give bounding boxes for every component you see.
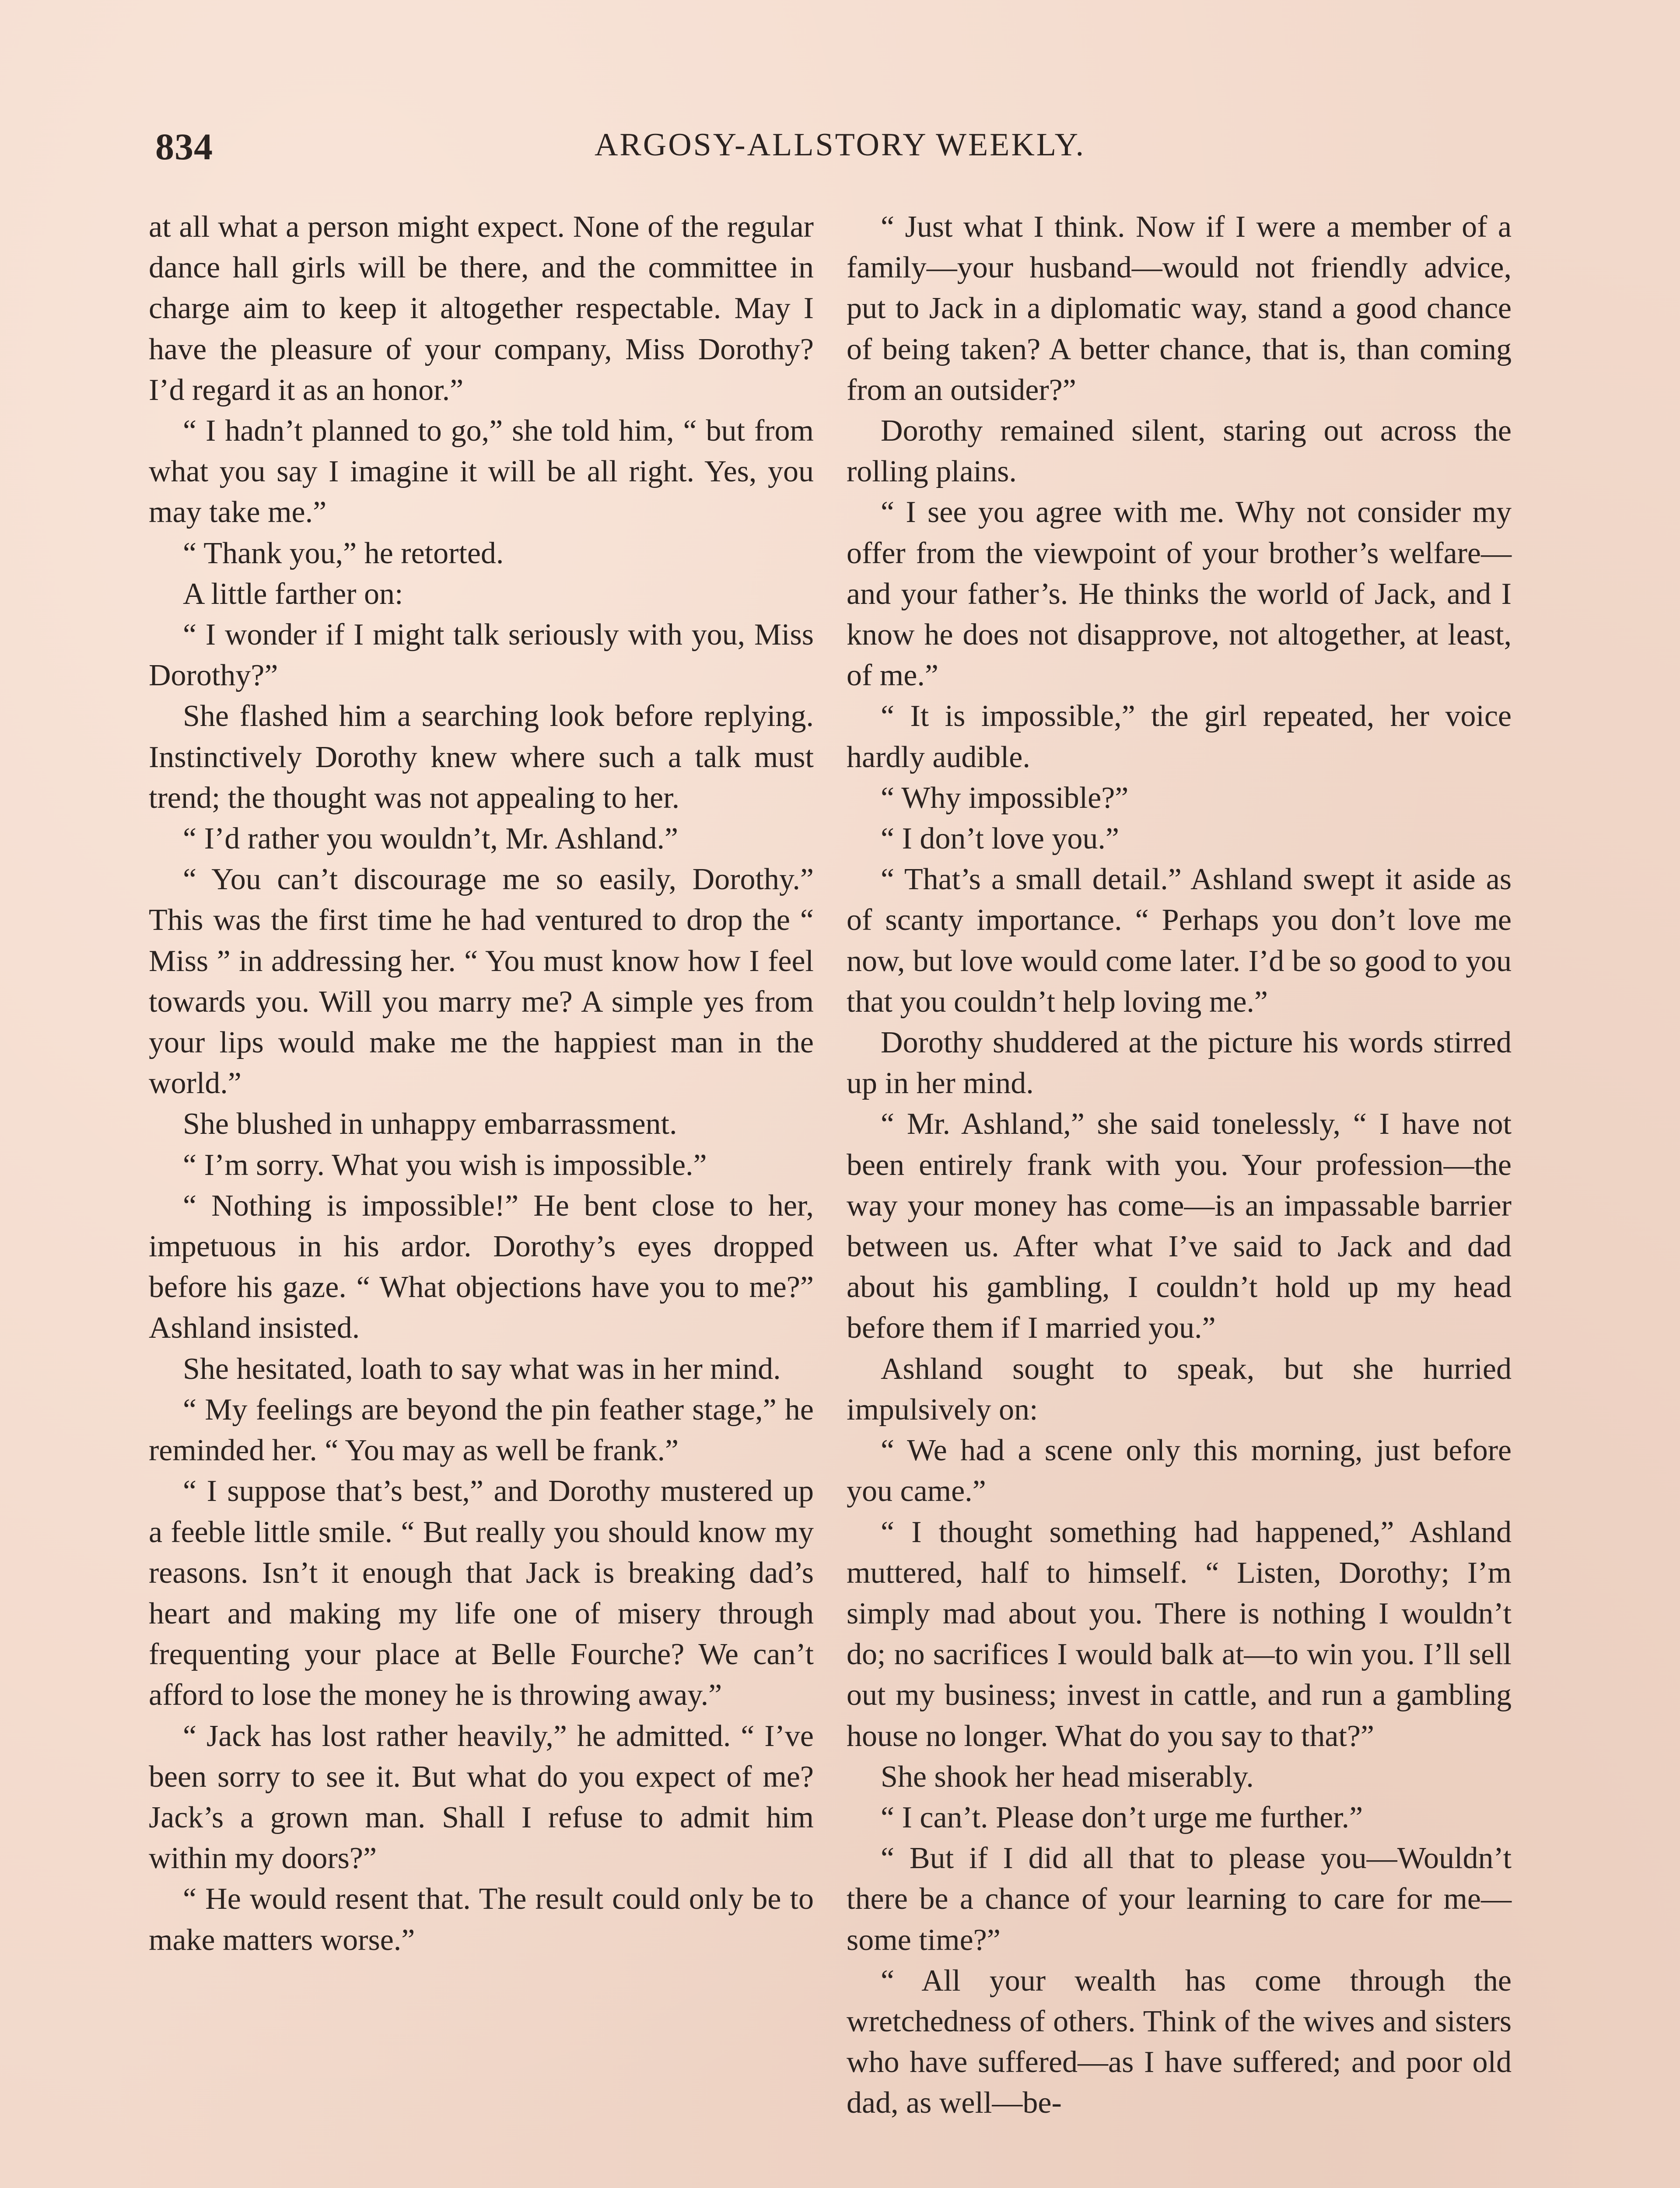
paragraph: “ I thought something had happened,” Ashland muttered, half to himself. “ Listen, Dorothy; I’m simply mad about you. There is nothing I wouldn’t do; no sacrifices I would balk at—to win you. I’ll sell out my business; invest in cattle, and run a gambling house no longer. What do you say to that?”	[847, 1515, 1512, 1753]
paragraph: “ You can’t discourage me so easily, Dorothy.” This was the first time he had ventured to drop the “ Miss ” in addressing her. “ You must know how I feel towards you. Will you marry me? A simple yes from your lips would make me the happiest man in the world.”	[149, 863, 814, 1101]
paragraph: “ It is impossible,” the girl repeated, her voice hardly audible.	[847, 699, 1512, 774]
paragraph: “ That’s a small detail.” Ashland swept it aside as of scanty importance. “ Perhaps you don’t love me now, but love would come later. I’d be so good to you that you couldn’t help loving me.”	[847, 863, 1512, 1019]
paragraph: “ Just what I think. Now if I were a member of a family—your husband—would not friendly advice, put to Jack in a diplomatic way, stand a good chance of being taken? A better chance, that is, than coming from an outsider?”	[847, 210, 1512, 407]
paragraph: She blushed in unhappy embarrassment.	[183, 1107, 677, 1141]
paragraph: A little farther on:	[183, 577, 403, 611]
paragraph: “ Thank you,” he retorted.	[183, 536, 504, 570]
paragraph: “ I can’t. Please don’t urge me further.”	[881, 1800, 1363, 1834]
paragraph: She shook her head miserably.	[881, 1760, 1254, 1794]
paragraph: “ My feelings are beyond the pin feather stage,” he reminded her. “ You may as well be frank.”	[149, 1392, 814, 1468]
paragraph: “ I’m sorry. What you wish is impossible.”	[183, 1148, 707, 1182]
paragraph: “ I hadn’t planned to go,” she told him, “ but from what you say I imagine it will be all right. Yes, you may take me.”	[149, 414, 814, 529]
paragraph: “ I wonder if I might talk seriously with you, Miss Dorothy?”	[149, 618, 814, 693]
paragraph: She hesitated, loath to say what was in her mind.	[183, 1352, 781, 1386]
paragraph: “ I’d rather you wouldn’t, Mr. Ashland.”	[183, 822, 679, 856]
paragraph: “ All your wealth has come through the wretchedness of others. Think of the wives and sisters who have suffered—as I have suffered; and poor old dad, as well—be-	[847, 1964, 1512, 2120]
paragraph: “ We had a scene only this morning, just before you came.”	[847, 1434, 1512, 1508]
paragraph: She flashed him a searching look before replying. Instinctively Dorothy knew where such a talk must trend; the thought was not appealing to her.	[149, 699, 814, 815]
paragraph: “ But if I did all that to please you—Wouldn’t there be a chance of your learning to care for me—some time?”	[847, 1841, 1512, 1957]
right-column	[847, 207, 1512, 2124]
running-head: ARGOSY-ALLSTORY WEEKLY.	[594, 127, 1086, 163]
paragraph: “ He would resent that. The result could only be to make matters worse.”	[149, 1882, 814, 1957]
page-header	[155, 125, 1525, 182]
page-number: 834	[155, 126, 213, 168]
paragraph: “ I don’t love you.”	[881, 822, 1119, 856]
paragraph: “ Jack has lost rather heavily,” he admitted. “ I’ve been sorry to see it. But what do you expect of me? Jack’s a grown man. Shall I refuse to admit him within my doors?”	[149, 1719, 814, 1876]
paragraph: “ I see you agree with me. Why not consider my offer from the viewpoint of your brother’s welfare—and your father’s. He thinks the world of Jack, and I know he does not disapprove, not altogether, at least, of me.”	[847, 495, 1512, 693]
paragraph: Dorothy shuddered at the picture his words stirred up in her mind.	[847, 1026, 1512, 1101]
paragraph: at all what a person might expect. None of the regular dance hall girls will be there, and the committee in charge aim to keep it altogether respectable. May I have the pleasure of your company, Miss Dorothy? I’d regard it as an honor.”	[149, 210, 814, 407]
paragraph: “ Mr. Ashland,” she said tonelessly, “ I have not been entirely frank with you. Your profession—the way your money has come—is an impassable barrier between us. After what I’ve said to Jack and dad about his gambling, I couldn’t hold up my head before them if I married you.”	[847, 1107, 1512, 1345]
paragraph: Ashland sought to speak, but she hurried impulsively on:	[847, 1352, 1512, 1427]
paragraph: “ Nothing is impossible!” He bent close to her, impetuous in his ardor. Dorothy’s eyes dropped before his gaze. “ What objections have you to me?” Ashland insisted.	[149, 1189, 814, 1345]
left-column	[149, 207, 814, 1960]
paragraph: “ Why impossible?”	[881, 781, 1129, 815]
paragraph: “ I suppose that’s best,” and Dorothy mustered up a feeble little smile. “ But really you should know my reasons. Isn’t it enough that Jack is breaking dad’s heart and making my life one of misery through frequenting your place at Belle Fourche? We can’t afford to lose the money he is throwing away.”	[149, 1474, 814, 1712]
paragraph: Dorothy remained silent, staring out across the rolling plains.	[847, 414, 1512, 489]
